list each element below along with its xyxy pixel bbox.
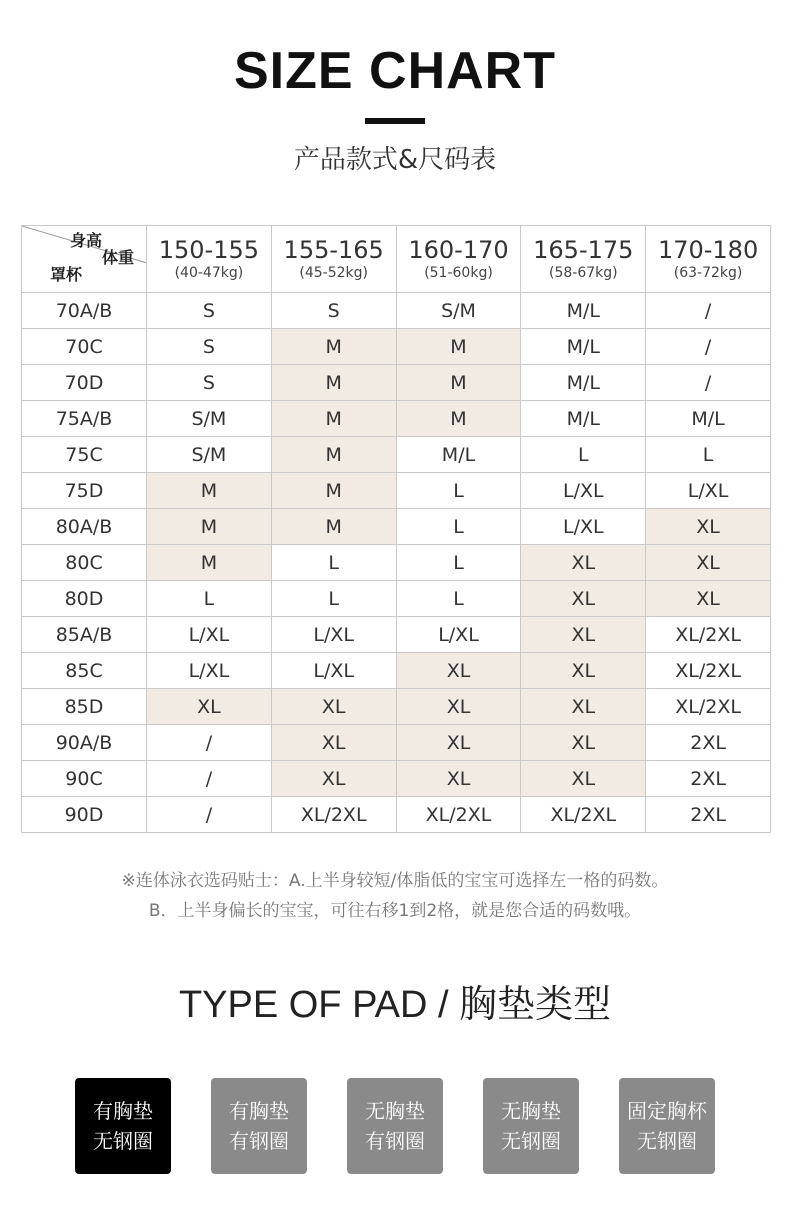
height-range: 165-175 <box>533 236 634 264</box>
size-cell: XL <box>521 725 646 761</box>
size-cell: L <box>396 581 521 617</box>
sizing-tip-a: ※连体泳衣选码贴士：A.上半身较短/体脂低的宝宝可选择左一格的码数。 <box>121 871 669 891</box>
pad-option[interactable] <box>619 1078 715 1174</box>
size-cell: L <box>646 437 771 473</box>
page-title: SIZE CHART <box>234 42 556 100</box>
size-cell: M <box>271 365 396 401</box>
table-row <box>22 365 771 401</box>
size-cell: XL/2XL <box>521 797 646 833</box>
size-cell: L/XL <box>646 473 771 509</box>
size-cell: S/M <box>396 293 521 329</box>
size-cell: 2XL <box>646 797 771 833</box>
table-row <box>22 545 771 581</box>
pad-option[interactable] <box>483 1078 579 1174</box>
size-cell: XL <box>646 545 771 581</box>
size-cell: XL <box>396 689 521 725</box>
cup-size-cell: 85C <box>22 653 147 689</box>
table-row <box>22 689 771 725</box>
page-subtitle: 产品款式&尺码表 <box>293 145 497 175</box>
size-cell: L/XL <box>271 653 396 689</box>
size-cell: / <box>147 797 272 833</box>
table-row <box>22 473 771 509</box>
size-cell: XL <box>271 761 396 797</box>
size-cell: L <box>147 581 272 617</box>
size-cell: XL <box>521 617 646 653</box>
sizing-tip-b: B．上半身偏长的宝宝，可往右移1到2格，就是您合适的码数哦。 <box>148 901 642 921</box>
height-range: 155-165 <box>283 236 384 264</box>
cup-size-cell: 80D <box>22 581 147 617</box>
size-cell: M/L <box>521 365 646 401</box>
table-corner-cell <box>22 226 147 293</box>
size-cell: XL/2XL <box>646 653 771 689</box>
size-cell: / <box>147 725 272 761</box>
pad-option-line1: 无胸垫 <box>501 1099 561 1123</box>
table-row <box>22 329 771 365</box>
size-cell: L <box>396 509 521 545</box>
cup-size-cell: 75D <box>22 473 147 509</box>
table-row <box>22 581 771 617</box>
size-cell: M <box>271 329 396 365</box>
size-cell: L/XL <box>396 617 521 653</box>
size-cell: XL <box>396 761 521 797</box>
size-cell: M <box>147 473 272 509</box>
pad-option-line2: 无钢圈 <box>93 1129 153 1153</box>
size-cell: 2XL <box>646 725 771 761</box>
cup-size-cell: 85A/B <box>22 617 147 653</box>
size-cell: L <box>521 437 646 473</box>
height-range: 150-155 <box>158 236 260 264</box>
size-cell: / <box>646 293 771 329</box>
size-cell: XL <box>521 653 646 689</box>
size-cell: M/L <box>521 329 646 365</box>
size-cell: L <box>396 473 521 509</box>
table-row <box>22 401 771 437</box>
column-header <box>521 226 646 293</box>
size-cell: M/L <box>521 293 646 329</box>
table-row <box>22 725 771 761</box>
pad-option[interactable] <box>211 1078 307 1174</box>
size-cell: L/XL <box>147 617 272 653</box>
size-cell: XL <box>271 725 396 761</box>
size-cell: M <box>396 365 521 401</box>
cup-size-cell: 90C <box>22 761 147 797</box>
size-cell: XL <box>521 545 646 581</box>
size-cell: XL <box>271 689 396 725</box>
pad-option-line2: 有钢圈 <box>365 1129 425 1153</box>
size-cell: S <box>271 293 396 329</box>
size-cell: 2XL <box>646 761 771 797</box>
size-cell: S/M <box>147 401 272 437</box>
height-label: 身高 <box>70 231 103 250</box>
column-header <box>271 226 396 293</box>
size-cell: M/L <box>396 437 521 473</box>
column-header <box>646 226 771 293</box>
cup-size-cell: 75A/B <box>22 401 147 437</box>
size-cell: XL/2XL <box>646 617 771 653</box>
table-row <box>22 293 771 329</box>
size-cell: M <box>271 473 396 509</box>
size-cell: S <box>147 329 272 365</box>
table-row <box>22 617 771 653</box>
pad-option-line1: 无胸垫 <box>365 1099 425 1123</box>
size-cell: L/XL <box>271 617 396 653</box>
size-cell: S/M <box>147 437 272 473</box>
cup-size-cell: 70C <box>22 329 147 365</box>
cup-size-cell: 75C <box>22 437 147 473</box>
cup-size-cell: 90D <box>22 797 147 833</box>
size-cell: M <box>147 509 272 545</box>
size-cell: L/XL <box>521 509 646 545</box>
size-cell: M <box>396 401 521 437</box>
size-cell: M <box>271 437 396 473</box>
weight-range: (45-52kg) <box>299 265 368 281</box>
size-cell: M/L <box>521 401 646 437</box>
size-cell: M <box>271 509 396 545</box>
size-cell: L <box>396 545 521 581</box>
table-row <box>22 437 771 473</box>
size-cell: M/L <box>646 401 771 437</box>
weight-label: 体重 <box>102 248 135 267</box>
cup-size-cell: 80A/B <box>22 509 147 545</box>
weight-range: (51-60kg) <box>424 265 493 281</box>
size-cell: L/XL <box>521 473 646 509</box>
height-range: 160-170 <box>408 236 509 264</box>
size-cell: M <box>271 401 396 437</box>
size-cell: XL <box>147 689 272 725</box>
size-cell: / <box>646 329 771 365</box>
pad-option-line2: 无钢圈 <box>637 1129 697 1153</box>
size-cell: L/XL <box>147 653 272 689</box>
pad-option[interactable] <box>75 1078 171 1174</box>
pad-option-line1: 有胸垫 <box>229 1099 289 1123</box>
size-cell: XL/2XL <box>271 797 396 833</box>
pad-option-line2: 无钢圈 <box>501 1129 561 1153</box>
size-cell: S <box>147 293 272 329</box>
cup-label: 罩杯 <box>50 265 83 284</box>
column-header <box>396 226 521 293</box>
size-cell: / <box>646 365 771 401</box>
cup-size-cell: 80C <box>22 545 147 581</box>
size-cell: M <box>147 545 272 581</box>
table-row <box>22 797 771 833</box>
size-cell: XL/2XL <box>396 797 521 833</box>
column-header <box>147 226 272 293</box>
cup-size-cell: 70D <box>22 365 147 401</box>
size-chart-table <box>21 225 771 833</box>
size-cell: XL <box>646 581 771 617</box>
cup-size-cell: 90A/B <box>22 725 147 761</box>
title-underline <box>365 118 425 124</box>
weight-range: (40-47kg) <box>174 265 244 281</box>
size-cell: / <box>147 761 272 797</box>
size-cell: XL <box>521 689 646 725</box>
pad-option-line1: 有胸垫 <box>93 1099 153 1123</box>
pad-option[interactable] <box>347 1078 443 1174</box>
weight-range: (58-67kg) <box>548 265 618 281</box>
size-cell: L <box>271 581 396 617</box>
pad-type-title: TYPE OF PAD / 胸垫类型 <box>178 984 612 1026</box>
size-cell: S <box>147 365 272 401</box>
weight-range: (63-72kg) <box>673 265 743 281</box>
size-cell: M <box>396 329 521 365</box>
pad-option-line1: 固定胸杯 <box>627 1099 707 1123</box>
size-cell: XL <box>521 581 646 617</box>
height-range: 170-180 <box>657 236 759 264</box>
table-row <box>22 761 771 797</box>
size-cell: XL <box>646 509 771 545</box>
table-header-row <box>22 226 771 293</box>
cup-size-cell: 85D <box>22 689 147 725</box>
cup-size-cell: 70A/B <box>22 293 147 329</box>
table-row <box>22 509 771 545</box>
pad-option-line2: 有钢圈 <box>229 1129 289 1153</box>
size-cell: XL <box>396 653 521 689</box>
size-cell: XL <box>521 761 646 797</box>
size-cell: L <box>271 545 396 581</box>
size-cell: XL/2XL <box>646 689 771 725</box>
size-cell: XL <box>396 725 521 761</box>
table-row <box>22 653 771 689</box>
